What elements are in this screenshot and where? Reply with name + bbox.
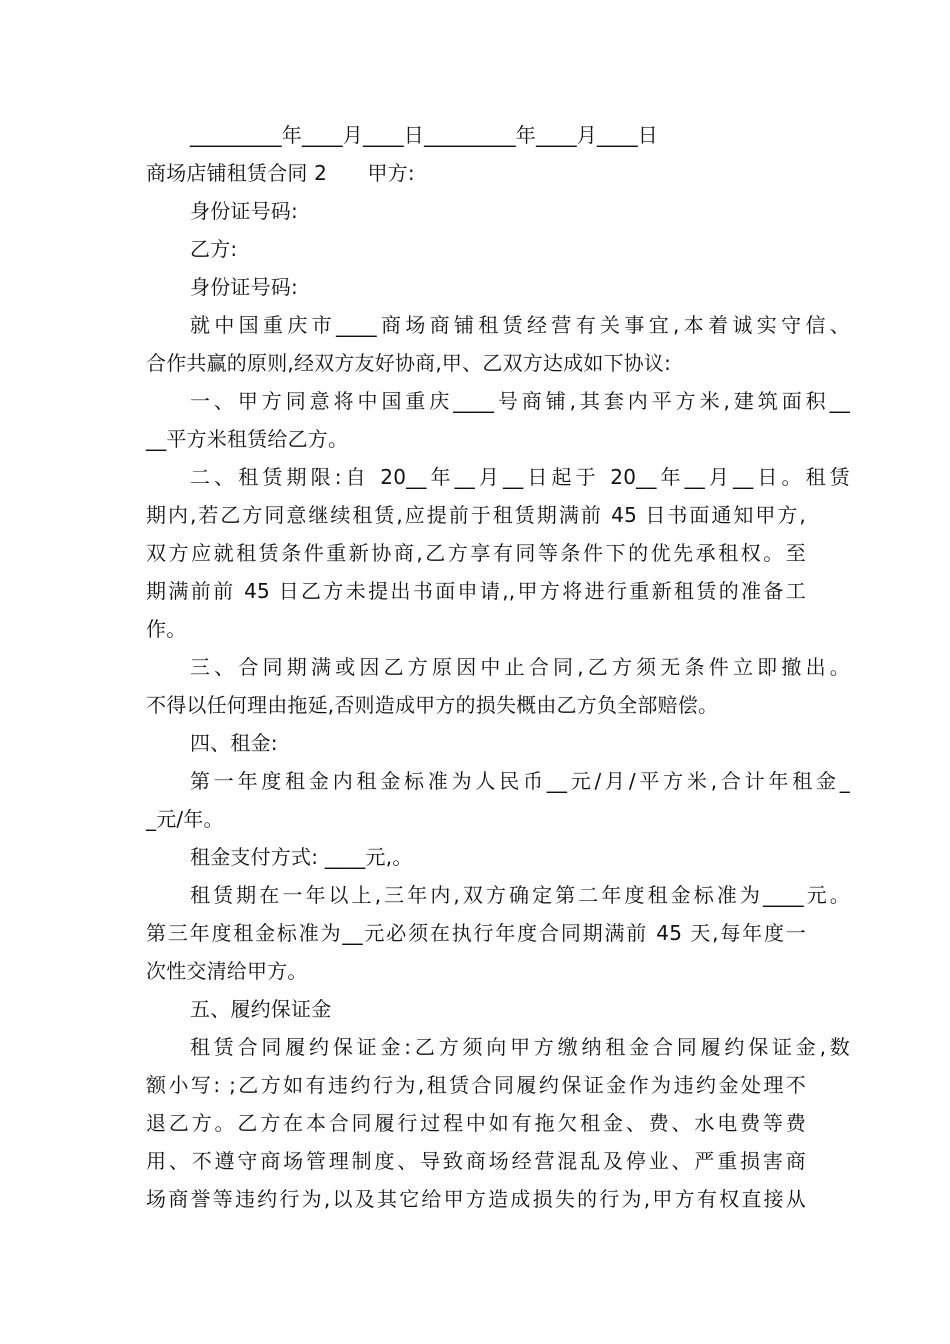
contract-title-line: 商场店铺租赁合同 2 甲方: [146, 161, 415, 185]
clause-3-line: 不得以任何理由拖延,否则造成甲方的损失概由乙方负全部赔偿。 [146, 693, 719, 717]
clause-4-heading: 四、租金: [190, 731, 278, 755]
clause-2-line: 二、租赁期限:自 20__年__月__日起于 20__年__月__日。租赁 [190, 465, 850, 489]
clause-2-line: 期内,若乙方同意继续租赁,应提前于租赁期满前 45 日书面通知甲方, [146, 503, 806, 527]
clause-5-line: 退乙方。乙方在本合同履行过程中如有拖欠租金、费、水电费等费 [146, 1111, 806, 1135]
clause-5-line: 租赁合同履约保证金:乙方须向甲方缴纳租金合同履约保证金,数 [190, 1035, 850, 1059]
clause-1-line: 一、甲方同意将中国重庆____号商铺,其套内平方米,建筑面积__ [190, 389, 850, 413]
clause-5-line: 用、不遵守商场管理制度、导致商场经营混乱及停业、严重损害商 [146, 1149, 806, 1173]
clause-4-line: 次性交清给甲方。 [146, 959, 308, 983]
party-b-id-line: 身份证号码: [190, 275, 298, 299]
clause-1-line: __平方米租赁给乙方。 [146, 427, 349, 451]
party-a-id-line: 身份证号码: [190, 199, 298, 223]
clause-4-line: _元/年。 [146, 807, 224, 831]
clause-4-line: 第一年度租金内租金标准为人民币__元/月/平方米,合计年租金_ [190, 769, 850, 793]
party-b-line: 乙方: [190, 237, 238, 261]
clause-2-line: 作。 [146, 617, 187, 641]
paragraph-line: 就中国重庆市____商场商铺租赁经营有关事宜,本着诚实守信、 [190, 313, 850, 337]
clause-5-line: 额小写: ;乙方如有违约行为,租赁合同履约保证金作为违约金处理不 [146, 1073, 806, 1097]
clause-3-line: 三、合同期满或因乙方原因中止合同,乙方须无条件立即撤出。 [190, 655, 850, 679]
paragraph-line: 合作共赢的原则,经双方友好协商,甲、乙双方达成如下协议: [146, 351, 672, 375]
clause-5-heading: 五、履约保证金 [190, 997, 332, 1021]
clause-2-line: 双方应就租赁条件重新协商,乙方享有同等条件下的优先承租权。至 [146, 541, 806, 565]
clause-4-line: 第三年度租金标准为__元必须在执行年度合同期满前 45 天,每年度一 [146, 921, 806, 945]
clause-5-line: 场商誉等违约行为,以及其它给甲方造成损失的行为,甲方有权直接从 [146, 1187, 806, 1211]
date-line: _________年____月____日_________年____月____日 [190, 123, 658, 147]
clause-2-line: 期满前前 45 日乙方未提出书面申请,,甲方将进行重新租赁的准备工 [146, 579, 806, 603]
clause-4-line: 租金支付方式: ____元,。 [190, 845, 413, 869]
clause-4-line: 租赁期在一年以上,三年内,双方确定第二年度租金标准为____元。 [190, 883, 850, 907]
